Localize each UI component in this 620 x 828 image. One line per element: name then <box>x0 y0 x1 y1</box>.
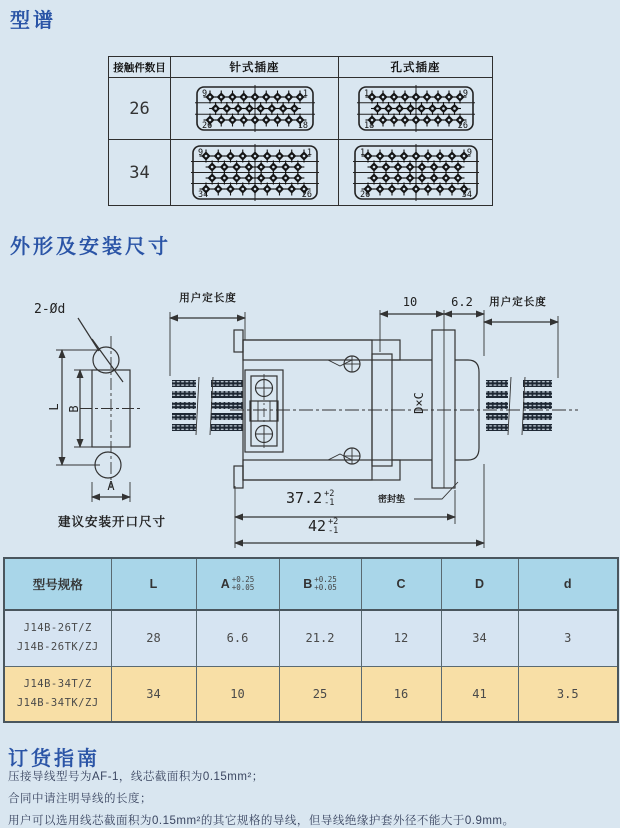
dim-header-c: C <box>361 558 441 610</box>
svg-text:1: 1 <box>306 148 312 158</box>
svg-text:9: 9 <box>197 148 203 158</box>
outline-drawing <box>0 278 620 553</box>
svg-text:26: 26 <box>201 121 212 131</box>
svg-text:26: 26 <box>301 190 312 200</box>
dim-header-a: A +0.25 +0.05 <box>196 558 279 610</box>
spectrum-table <box>108 56 493 206</box>
dim-b-label: B <box>67 405 81 413</box>
svg-text:1: 1 <box>359 148 365 158</box>
dim-6-2-label: 6.2 <box>451 295 473 309</box>
dimension-table-header-row <box>4 558 618 610</box>
connector-face-socket-34 <box>353 144 479 201</box>
dimension-table <box>3 557 619 723</box>
connector-face-pin-34 <box>191 144 319 201</box>
connector-face-pin-26 <box>195 85 315 132</box>
svg-text:18: 18 <box>297 121 308 131</box>
svg-text:9: 9 <box>462 89 468 99</box>
svg-text:34: 34 <box>461 190 472 200</box>
dim-header-b: B +0.25 +0.05 <box>279 558 361 610</box>
ordering-line-3: 用户可以选用线芯截面积为0.15mm²的其它规格的导线，但导线绝缘护套外径不能大于0.9mm。 <box>8 815 515 827</box>
dim-row-26: J14B-26T/Z J14B-26TK/ZJ 28 6.6 21.2 12 34 3 <box>4 610 618 666</box>
user-length-right-label: 用户定长度 <box>489 296 547 308</box>
gasket-label: 密封垫 <box>378 494 406 504</box>
section-title-outline: 外形及安装尺寸 <box>10 236 171 258</box>
dim-37-2-label: 37.2 +2 -1 <box>286 489 335 508</box>
contacts-count-34: 34 <box>109 140 171 206</box>
dim-l-label: L <box>47 403 61 411</box>
dim-a-label: A <box>107 479 115 493</box>
contacts-count-26: 26 <box>109 78 171 140</box>
model-cell-26: J14B-26T/Z J14B-26TK/ZJ <box>4 610 111 666</box>
spectrum-header-socket: 孔式插座 <box>339 57 493 78</box>
ordering-guide <box>8 768 612 828</box>
section-title-spectrum: 型谱 <box>10 10 56 32</box>
svg-text:1: 1 <box>363 89 369 99</box>
dim-row-34: J14B-34T/Z J14B-34TK/ZJ 34 10 25 16 41 3.5 <box>4 666 618 722</box>
ordering-line-1: 压接导线型号为AF-1，线芯截面积为0.15mm²； <box>8 771 264 783</box>
spectrum-row-34 <box>109 140 493 206</box>
dim-header-d-lower: d <box>518 558 618 610</box>
svg-text:34: 34 <box>197 190 208 200</box>
svg-text:26: 26 <box>457 121 468 131</box>
svg-text:26: 26 <box>359 190 370 200</box>
svg-text:9: 9 <box>201 89 207 99</box>
ordering-line-2: 合同中请注明导线的长度； <box>8 793 152 805</box>
dxc-label: D×C <box>412 392 426 414</box>
mount-holes-label: 2-Ød <box>34 302 66 317</box>
dim-10-label: 10 <box>402 295 418 309</box>
section-title-ordering: 订货指南 <box>8 748 100 770</box>
model-cell-34: J14B-34T/Z J14B-34TK/ZJ <box>4 666 111 722</box>
dim-42-label: 42 +2 -1 <box>308 517 339 536</box>
dim-header-d-upper: D <box>441 558 518 610</box>
spectrum-header-contacts: 接触件数目 <box>109 57 171 78</box>
connector-face-socket-26 <box>357 85 475 132</box>
spectrum-row-26 <box>109 78 493 140</box>
svg-text:1: 1 <box>302 89 308 99</box>
user-length-left-label: 用户定长度 <box>179 292 237 304</box>
dim-header-model: 型号规格 <box>4 558 111 610</box>
spectrum-header-pin: 针式插座 <box>171 57 339 78</box>
svg-text:9: 9 <box>466 148 472 158</box>
svg-text:18: 18 <box>363 121 374 131</box>
dim-header-l: L <box>111 558 196 610</box>
opening-caption: 建议安装开口尺寸 <box>57 515 166 529</box>
